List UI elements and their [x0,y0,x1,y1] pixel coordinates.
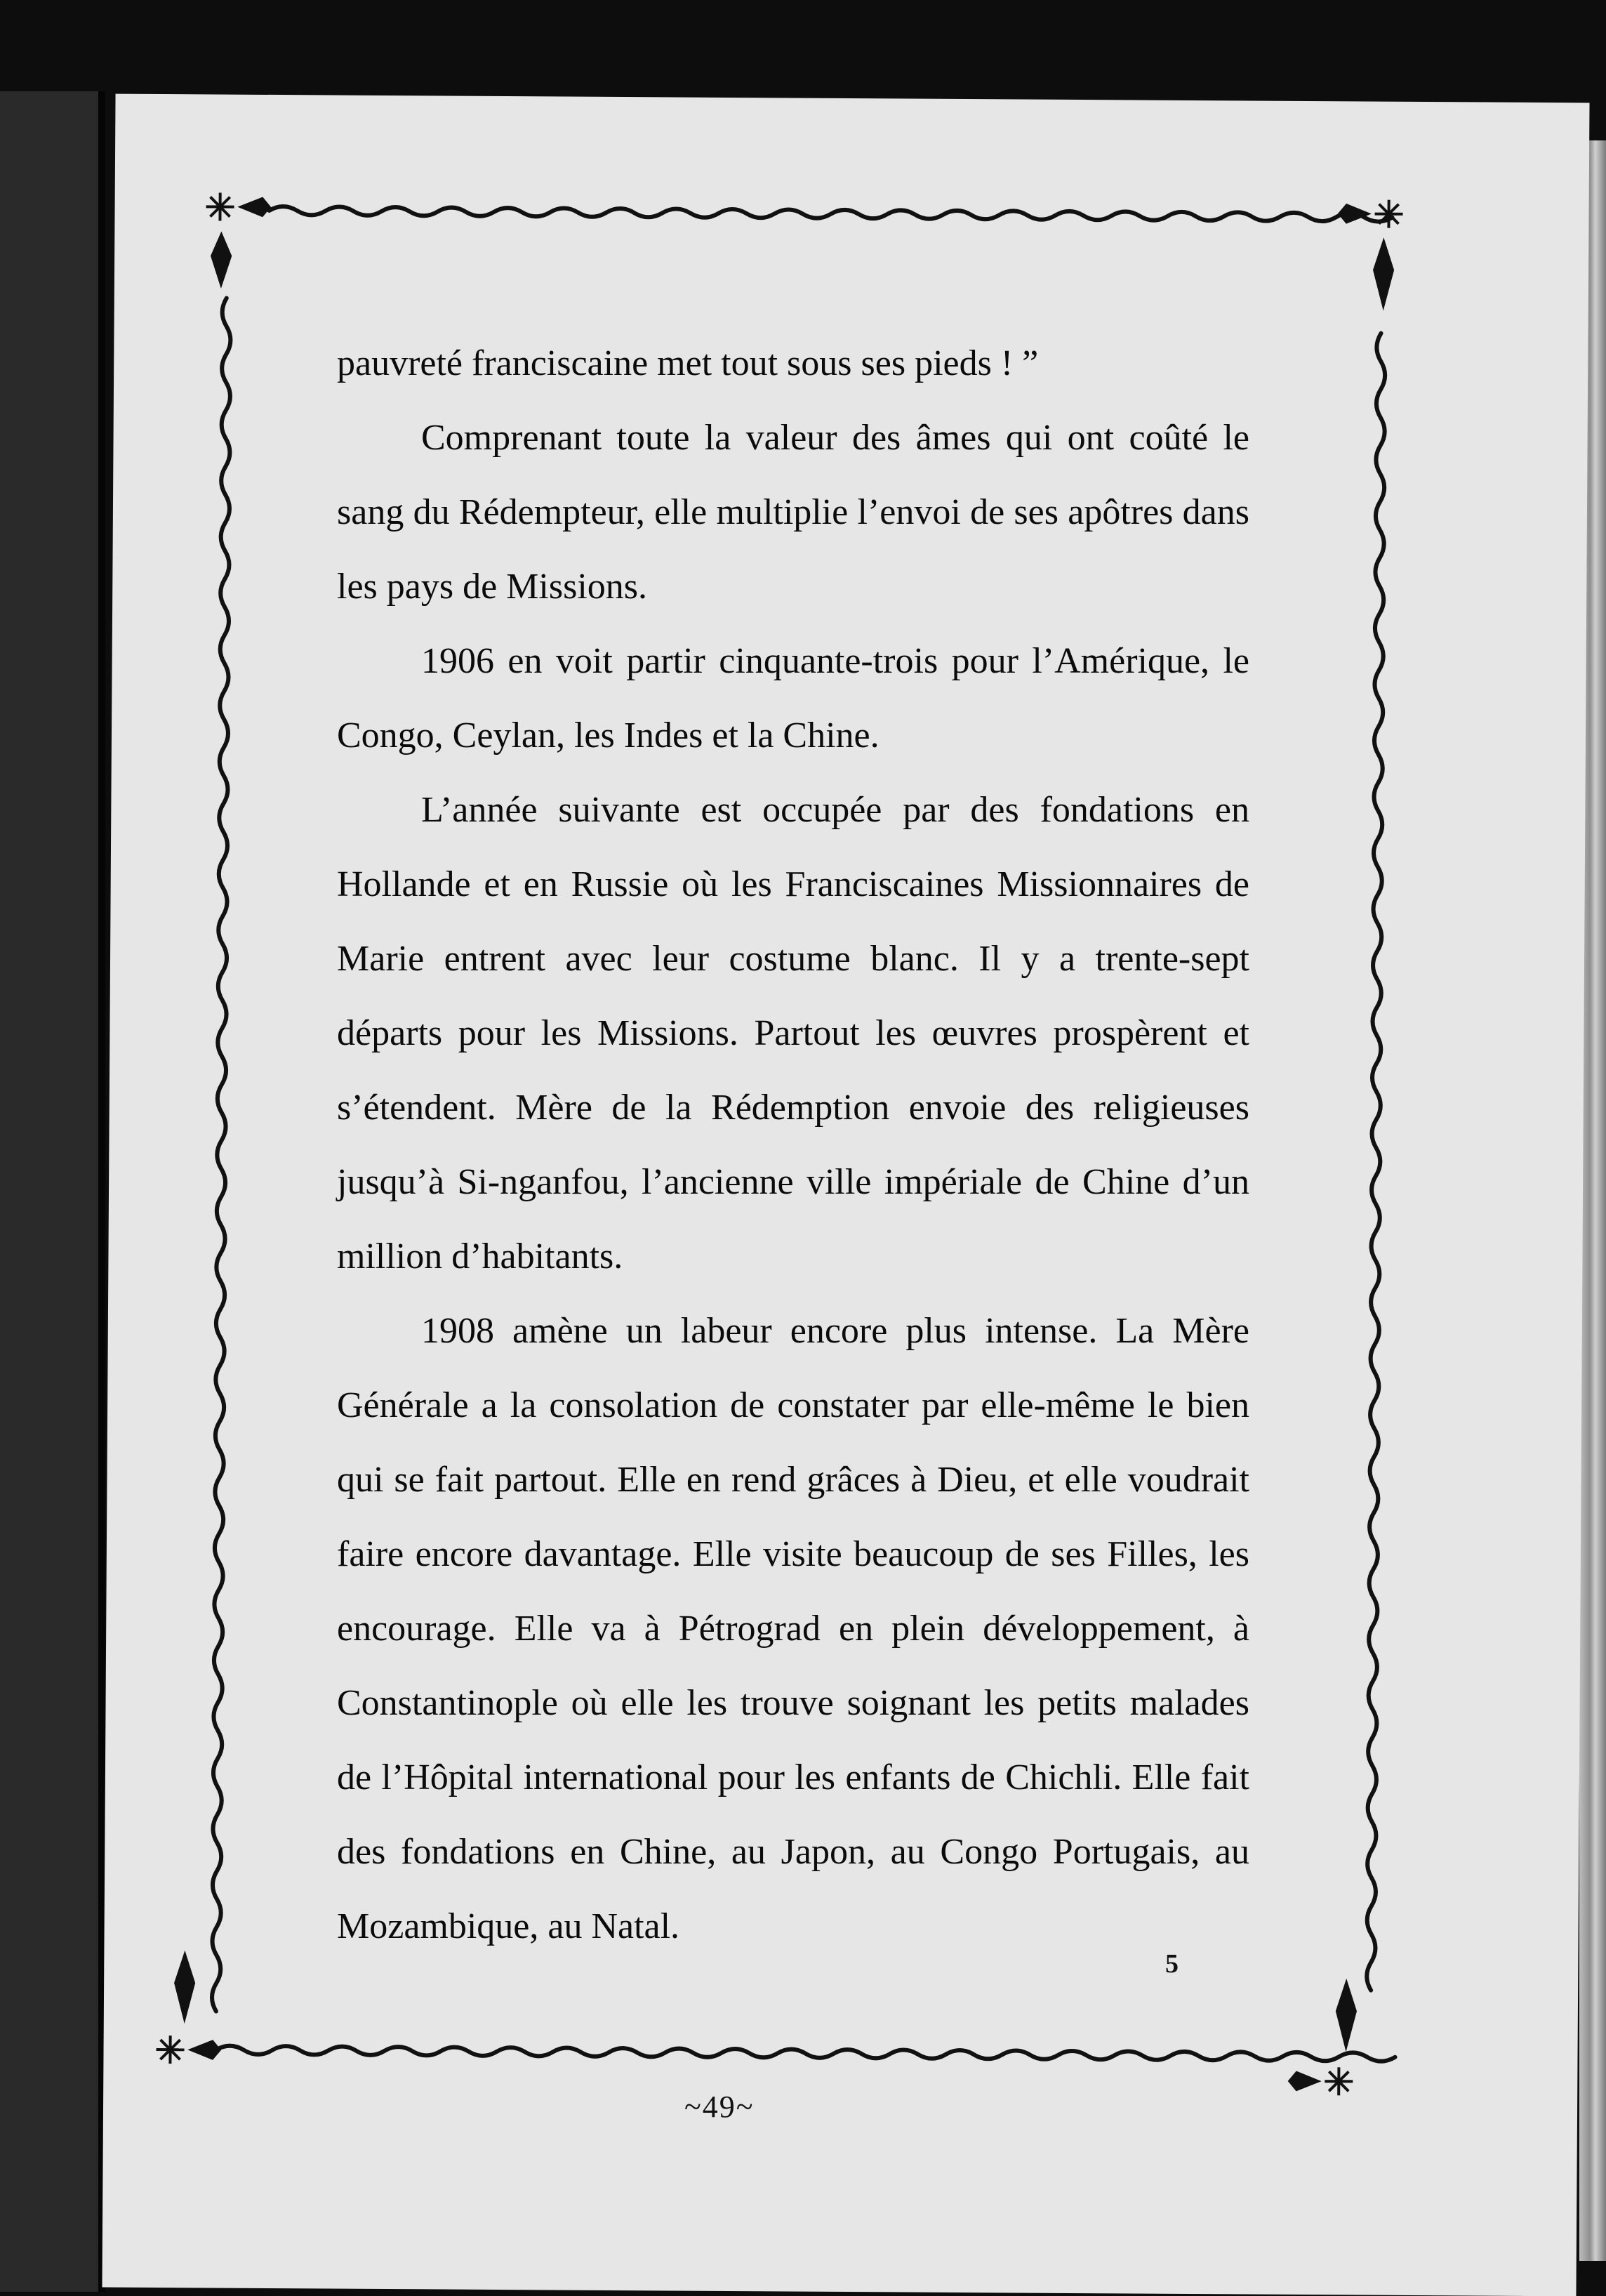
paragraph: pauvreté franciscaine met tout sous ses pieds ! ” [337,326,1249,401]
paragraph: 1906 en voit partir cinquante-trois pour l’Amérique, le Congo, Ceylan, les Indes et la Chine. [337,624,1249,773]
body-text [337,326,1249,1964]
book-spine [0,91,105,2292]
folio-number: ~49~ [684,2089,755,2125]
page-number: 5 [1165,1948,1179,1979]
paragraph: 1908 amène un labeur encore plus intense. La Mère Générale a la consolation de constater par elle-même le bien qui se fait partout. Elle en rend grâces à Dieu, et elle voudrait faire encore davantage. Elle visite beaucoup de ses Filles, les encourage. Elle va à Pétrograd en plein développement, à Constantinople où elle les trouve soignant les petits malades de l’Hôpital international pour les enfants de Chichli. Elle fait des fondations en Chine, au Japon, au Congo Portugais, au Mozambique, au Natal. [337,1294,1249,1964]
paragraph: Comprenant toute la valeur des âmes qui ont coûté le sang du Rédempteur, elle multiplie l’envoi de ses apôtres dans les pays de Missions. [337,401,1249,624]
paragraph: L’année suivante est occupée par des fondations en Hollande et en Russie où les Franciscaines Missionnaires de Marie entrent avec leur costume blanc. Il y a trente-sept départs pour les Missions. Partout les œuvres prospèrent et s’étendent. Mère de la Rédemption envoie des religieuses jusqu’à Si-nganfou, l’ancienne ville impériale de Chine d’un million d’habitants. [337,773,1249,1294]
